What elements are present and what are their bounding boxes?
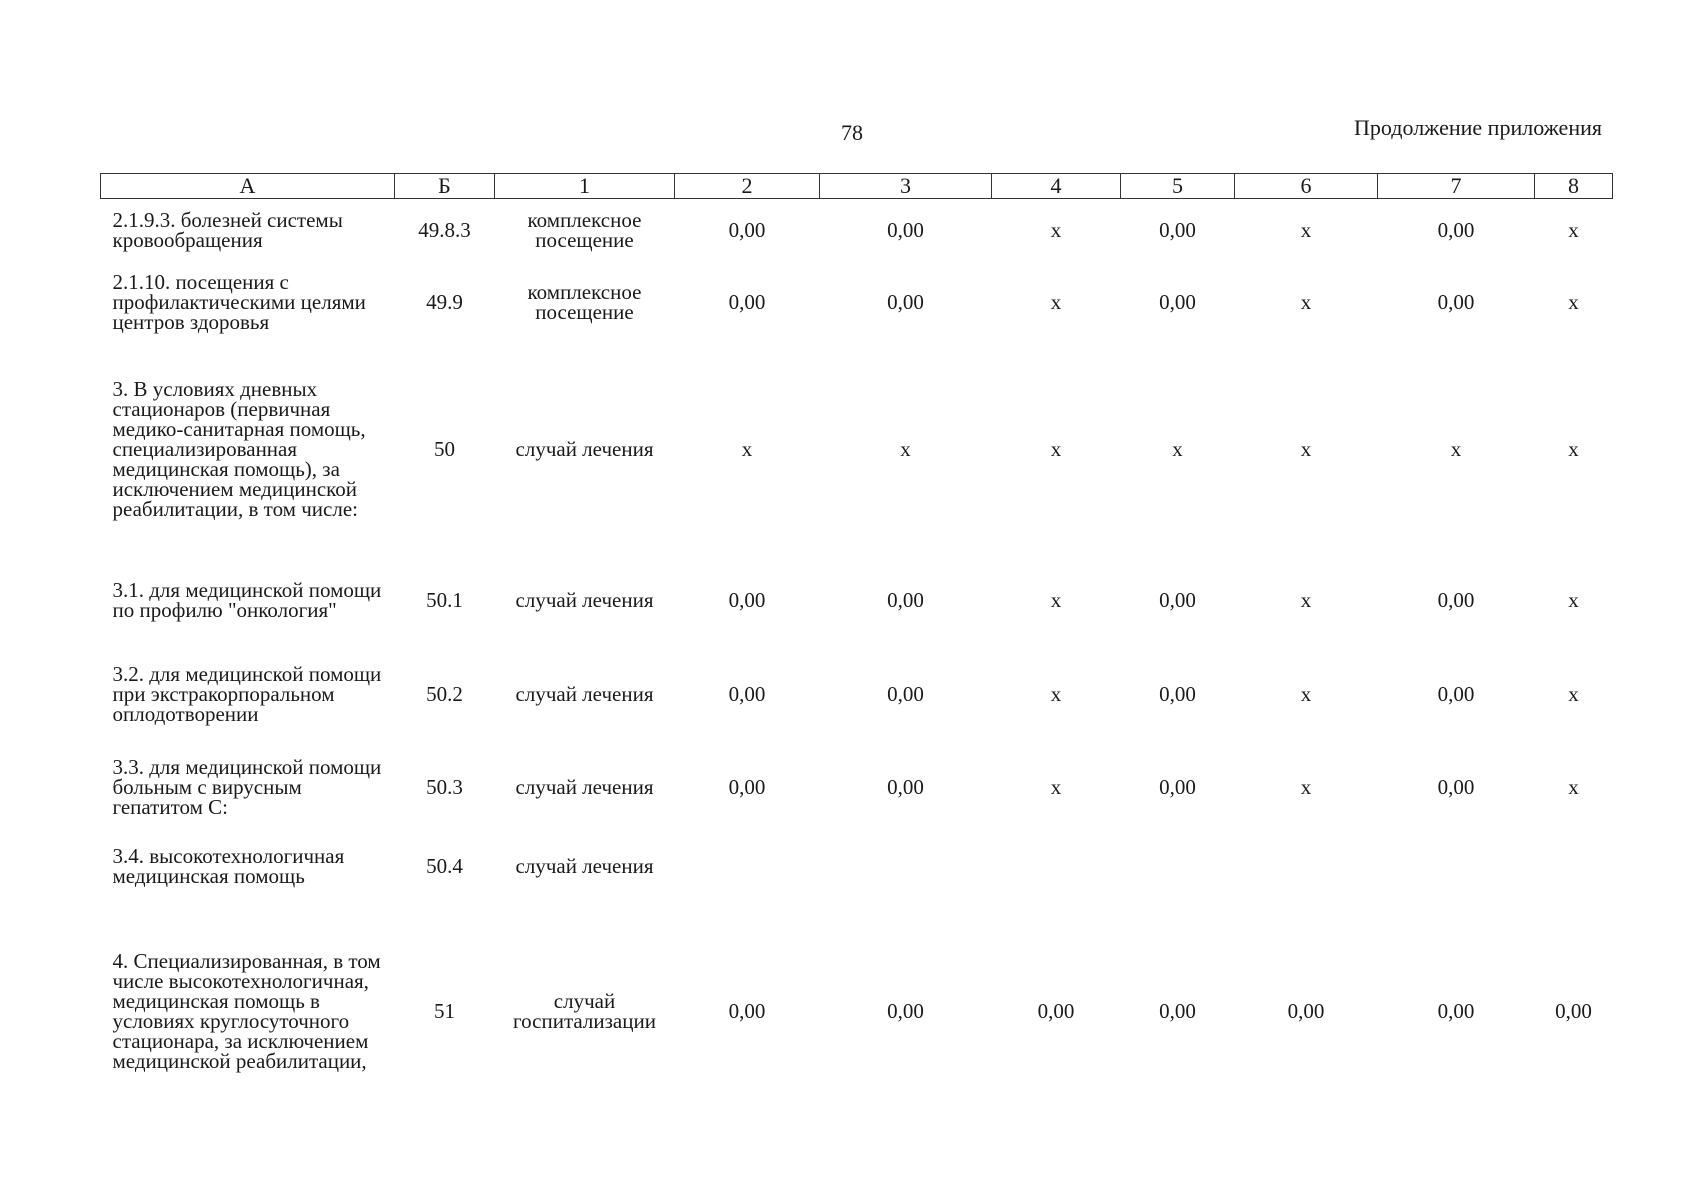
row-unit: случай лечения bbox=[515, 436, 654, 461]
cell-col-4: x bbox=[1050, 436, 1062, 461]
cell-col-6: x bbox=[1300, 587, 1312, 612]
row-label: 3.3. для медицинской помощи больным с вирусным гепатитом С: bbox=[112, 754, 382, 819]
cell-col-5: 0,00 bbox=[1159, 998, 1196, 1023]
cell-col-3: 0,00 bbox=[887, 587, 924, 612]
cell-col-6: 0,00 bbox=[1287, 998, 1325, 1023]
row-label: 3.1. для медицинской помощи по профилю "онкология" bbox=[112, 577, 382, 622]
cell-col-2: 0,00 bbox=[728, 774, 766, 799]
row-code: 50 bbox=[434, 436, 455, 461]
cell-col-6: x bbox=[1300, 681, 1312, 706]
cell-col-4: 0,00 bbox=[1037, 998, 1075, 1023]
page-number: 78 bbox=[841, 120, 863, 145]
row-code: 50.2 bbox=[426, 681, 463, 706]
cell-col-8: x bbox=[1568, 774, 1579, 799]
cell-col-3: 0,00 bbox=[887, 998, 924, 1023]
row-unit: комплексное посещение bbox=[527, 207, 642, 252]
row-code: 49.8.3 bbox=[418, 217, 471, 242]
table-header bbox=[101, 174, 1613, 199]
row-code: 50.3 bbox=[426, 774, 463, 799]
cell-col-7: 0,00 bbox=[1437, 587, 1475, 612]
cell-col-7: 0,00 bbox=[1437, 774, 1475, 799]
column-header-5: 5 bbox=[1121, 174, 1235, 199]
column-header-a: А bbox=[101, 174, 395, 199]
cell-col-8: x bbox=[1568, 289, 1579, 314]
cell-col-3: x bbox=[900, 436, 911, 461]
row-label: 3.2. для медицинской помощи при экстракорпоральном оплодотворении bbox=[112, 661, 382, 726]
cell-col-4: x bbox=[1050, 289, 1062, 314]
cell-col-7: 0,00 bbox=[1437, 998, 1475, 1023]
cell-col-6: x bbox=[1300, 217, 1312, 242]
cell-col-6: x bbox=[1300, 289, 1312, 314]
cell-col-4: x bbox=[1050, 774, 1062, 799]
cell-col-6 bbox=[1235, 831, 1378, 901]
cell-col-7: 0,00 bbox=[1437, 681, 1475, 706]
column-header-1: 1 bbox=[495, 174, 675, 199]
row-label: 3.4. высокотехнологичная медицинская помощь bbox=[112, 843, 345, 888]
cell-col-7: 0,00 bbox=[1437, 289, 1475, 314]
row-code: 50.4 bbox=[426, 853, 463, 878]
cell-col-8 bbox=[1535, 831, 1613, 901]
cell-col-7: 0,00 bbox=[1437, 217, 1475, 242]
cell-col-5 bbox=[1121, 831, 1235, 901]
cell-col-5: x bbox=[1172, 436, 1183, 461]
table-row bbox=[101, 199, 1613, 261]
row-unit: случай лечения bbox=[515, 774, 654, 799]
table-row bbox=[101, 645, 1613, 743]
table-row bbox=[101, 343, 1613, 555]
cell-col-2 bbox=[675, 831, 820, 901]
row-label: 4. Специализированная, в том числе высокотехнологичная, медицинская помощь в условиях круглосуточного стационара, за исключением медицинской реабилитации, bbox=[112, 948, 381, 1073]
row-unit: случай лечения bbox=[515, 681, 654, 706]
cell-col-4 bbox=[992, 831, 1121, 901]
cell-col-8: x bbox=[1568, 587, 1579, 612]
row-unit: случай госпитализации bbox=[513, 988, 656, 1033]
row-unit: случай лечения bbox=[515, 853, 654, 878]
cell-col-4: x bbox=[1050, 681, 1062, 706]
cell-col-6: x bbox=[1300, 436, 1312, 461]
cell-col-5: 0,00 bbox=[1159, 774, 1196, 799]
column-header-3: 3 bbox=[820, 174, 992, 199]
column-header-2: 2 bbox=[675, 174, 820, 199]
data-table-container bbox=[100, 173, 1612, 1121]
cell-col-2: x bbox=[741, 436, 753, 461]
cell-col-4: x bbox=[1050, 587, 1062, 612]
row-label: 2.1.9.3. болезней системы кровообращения bbox=[112, 207, 343, 252]
row-code: 50.1 bbox=[426, 587, 463, 612]
continuation-note: Продолжение приложения bbox=[1354, 115, 1602, 140]
cell-col-4: x bbox=[1050, 217, 1062, 242]
table-row bbox=[101, 555, 1613, 645]
cell-col-2: 0,00 bbox=[728, 289, 766, 314]
header-row bbox=[101, 174, 1613, 199]
cell-col-2: 0,00 bbox=[728, 998, 766, 1023]
cell-col-3 bbox=[820, 831, 992, 901]
row-code: 51 bbox=[434, 998, 455, 1023]
data-table bbox=[100, 173, 1613, 1121]
cell-col-8: 0,00 bbox=[1555, 998, 1592, 1023]
cell-col-3: 0,00 bbox=[887, 289, 924, 314]
cell-col-2: 0,00 bbox=[728, 217, 766, 242]
row-unit: случай лечения bbox=[515, 587, 654, 612]
table-row bbox=[101, 261, 1613, 343]
cell-col-5: 0,00 bbox=[1159, 681, 1196, 706]
cell-col-2: 0,00 bbox=[728, 587, 766, 612]
cell-col-5: 0,00 bbox=[1159, 217, 1196, 242]
column-header-8: 8 bbox=[1535, 174, 1613, 199]
cell-col-8: x bbox=[1568, 436, 1579, 461]
cell-col-3: 0,00 bbox=[887, 774, 924, 799]
cell-col-6: x bbox=[1300, 774, 1312, 799]
table-row bbox=[101, 743, 1613, 831]
column-header-4: 4 bbox=[992, 174, 1121, 199]
column-header-6: 6 bbox=[1235, 174, 1378, 199]
row-label: 2.1.10. посещения с профилактическими целями центров здоровья bbox=[112, 269, 366, 334]
cell-col-7: x bbox=[1450, 436, 1462, 461]
cell-col-7 bbox=[1378, 831, 1535, 901]
row-code: 49.9 bbox=[426, 289, 463, 314]
table-row bbox=[101, 901, 1613, 1121]
table-row bbox=[101, 831, 1613, 901]
cell-col-5: 0,00 bbox=[1159, 289, 1196, 314]
cell-col-3: 0,00 bbox=[887, 217, 924, 242]
cell-col-2: 0,00 bbox=[728, 681, 766, 706]
column-header-7: 7 bbox=[1378, 174, 1535, 199]
row-unit: комплексное посещение bbox=[527, 279, 642, 324]
cell-col-5: 0,00 bbox=[1159, 587, 1196, 612]
row-label: 3. В условиях дневных стационаров (первичная медико-санитарная помощь, специализированная медицинская помощь), за исключением медицинской реабилитации, в том числе: bbox=[112, 376, 366, 521]
cell-col-8: x bbox=[1568, 681, 1579, 706]
table-body bbox=[101, 199, 1613, 1121]
column-header-b: Б bbox=[395, 174, 495, 199]
cell-col-8: x bbox=[1568, 217, 1579, 242]
cell-col-3: 0,00 bbox=[887, 681, 924, 706]
